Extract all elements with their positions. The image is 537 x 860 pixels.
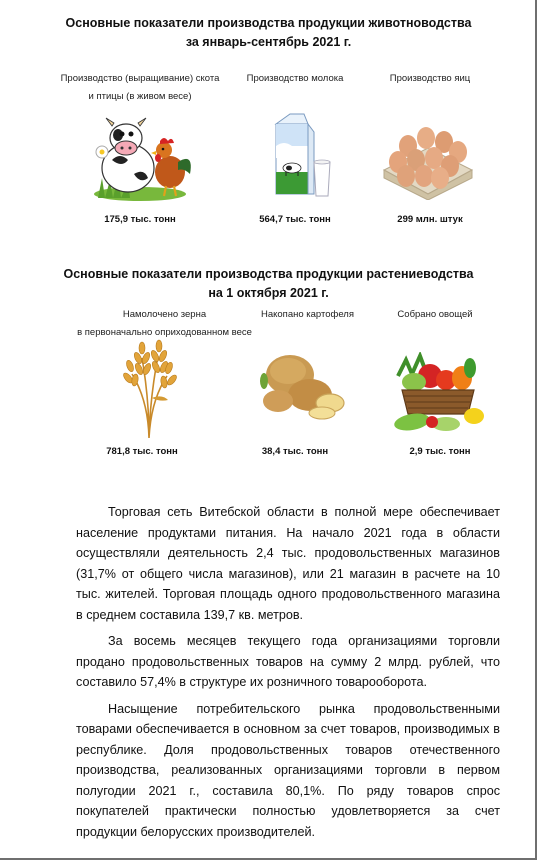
livestock-title <box>0 14 537 52</box>
potato-icon <box>258 345 348 420</box>
paragraph-2: За восемь месяцев текущего года организациями торговли продано продовольственных товаров на сумму 2 млрд. рублей, что составило 57,4% в структуре их розничного товарооборота. <box>76 634 500 689</box>
livestock-label-eggs: Производство яиц <box>389 73 471 84</box>
livestock-value-eggs: 299 млн. штук <box>397 214 463 225</box>
crops-label-grain <box>72 306 257 342</box>
livestock-value-milk: 564,7 тыс. тонн <box>259 214 331 225</box>
crops-label-grain-line1: Намолочено зерна <box>122 309 207 320</box>
wheat-icon <box>122 338 177 438</box>
milk-carton-icon <box>270 110 332 200</box>
crops-title <box>0 265 537 303</box>
crops-title-line2: на 1 октября 2021 г. <box>208 286 329 300</box>
crops-value-grain: 781,8 тыс. тонн <box>106 446 178 457</box>
body-text <box>76 502 500 848</box>
livestock-label-meat-line2: и птицы (в живом весе) <box>88 91 192 102</box>
cow-and-rooster-icon <box>90 108 195 203</box>
egg-tray-icon <box>380 118 475 200</box>
paragraph-1: Торговая сеть Витебской области в полной мере обеспечивает население продуктами питания. На начало 2021 года в области осуществляли деятельность 2,4 тыс. продовольственных магазинов (31,7% от общего числа магазинов), или 21 магазин в расчете на 10 тыс. жителей. Торговая площадь одного продовольственного магазина в среднем составила 139,7 кв. метров. <box>76 505 500 622</box>
crops-label-vegetables: Собрано овощей <box>397 309 473 320</box>
crops-value-vegetables: 2,9 тыс. тонн <box>409 446 471 457</box>
livestock-label-meat <box>55 70 225 106</box>
crops-label-grain-line2: в первоначально оприходованном весе <box>77 327 252 338</box>
crops-label-potato: Накопано картофеля <box>260 309 354 320</box>
livestock-title-line2: за январь-сентябрь 2021 г. <box>185 35 352 49</box>
livestock-title-line1: Основные показатели производства продукции животноводства <box>65 16 472 30</box>
crops-title-line1: Основные показатели производства продукции растениеводства <box>63 267 474 281</box>
livestock-label-meat-line1: Производство (выращивание) скота <box>60 73 220 84</box>
livestock-label-milk: Производство молока <box>246 73 344 84</box>
paragraph-3: Насыщение потребительского рынка продовольственными товарами обеспечивается в основном за счет товаров, производимых в республике. Доля продовольственных товаров отечественного производства, реализованных организациями торговли в первом полугодии 2021 г., составила 80,1%. По ряду товаров спрос покупателей практически полностью удовлетворяется за счет продукции белорусских производителей. <box>76 701 500 839</box>
vegetable-basket-icon <box>388 352 488 437</box>
crops-value-potato: 38,4 тыс. тонн <box>261 446 329 457</box>
livestock-value-meat: 175,9 тыс. тонн <box>104 214 176 225</box>
